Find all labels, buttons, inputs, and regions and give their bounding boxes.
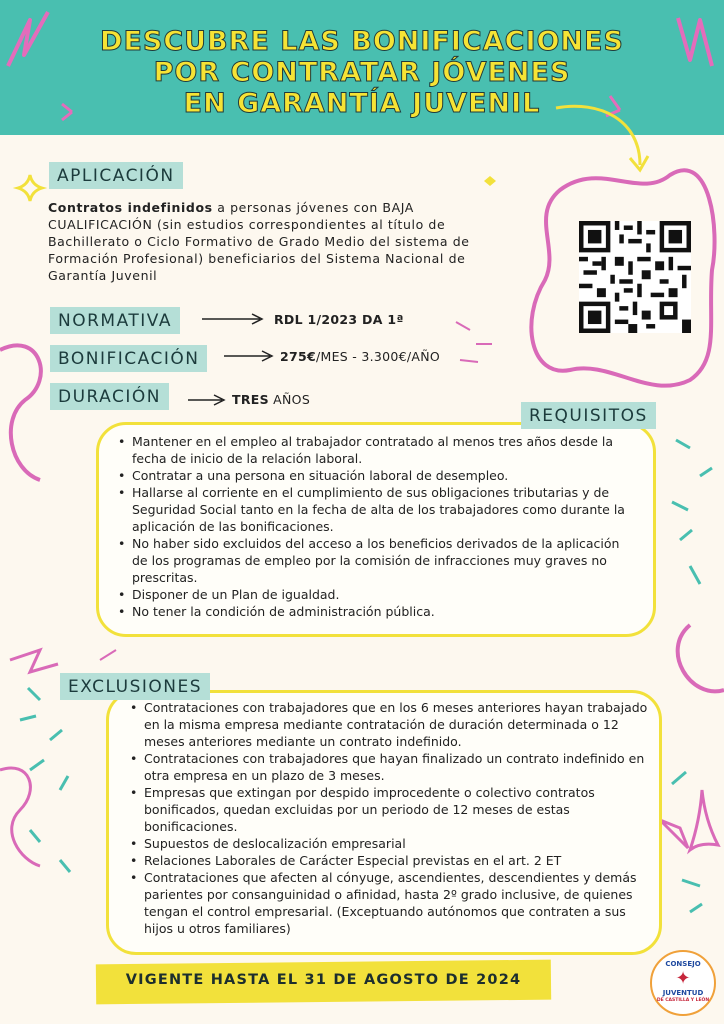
page-title [0, 26, 724, 119]
requisitos-label: REQUISITOS [521, 402, 656, 429]
logo-text [652, 960, 714, 1004]
exclusiones-item: • Contrataciones con trabajadores que hayan finalizado un contrato indefinido en otra empresa en un plazo de 3 meses. [130, 750, 652, 784]
footer-text: VIGENTE HASTA EL 31 DE AGOSTO DE 2024 [125, 972, 522, 988]
exclusiones-item: • Empresas que extingan por despido improcedente o colectivo contratos bonificados, quedan excluidas por un periodo de 12 meses de estas bonificaciones. [130, 784, 652, 835]
arrow-right-icon [222, 349, 280, 363]
title-line-1: DESCUBRE LAS BONIFICACIONES [100, 26, 624, 57]
title-line-2: POR CONTRATAR JÓVENES [153, 57, 571, 88]
bonificacion-value [280, 349, 440, 364]
bonificacion-label: BONIFICACIÓN [50, 345, 207, 372]
duracion-value [232, 392, 310, 407]
normativa-value: RDL 1/2023 DA 1ª [274, 312, 404, 327]
requisitos-item: • Disponer de un Plan de igualdad. [118, 586, 638, 603]
bonificacion-value-bold: 275€ [280, 349, 316, 364]
arrow-right-icon [200, 312, 270, 326]
aplicacion-text-bold: Contratos indefinidos [48, 200, 213, 215]
exclusiones-item: • Contrataciones con trabajadores que en los 6 meses anteriores hayan trabajado en la misma empresa mediante contratación de duración determinada o 12 meses anteriores mediante un contrato indefinido. [130, 699, 652, 750]
requisitos-item: • Mantener en el empleo al trabajador contratado al menos tres años desde la fecha de inicio de la relación laboral. [118, 433, 638, 467]
requisitos-item: • Contratar a una persona en situación laboral de desempleo. [118, 467, 638, 484]
logo-line-1: CONSEJO [665, 960, 701, 968]
aplicacion-label: APLICACIÓN [49, 162, 183, 189]
logo-mark-icon: ✦ [675, 968, 691, 989]
qr-code-icon[interactable] [579, 221, 691, 333]
duracion-value-bold: TRES [232, 392, 269, 407]
exclusiones-label: EXCLUSIONES [60, 673, 210, 700]
exclusiones-item: • Contrataciones que afecten al cónyuge, ascendientes, descendientes y demás parientes por consanguinidad o afinidad, hasta 2º grado inclusive, de quienes tengan el control empresarial. (Exceptuando autónomos que contraten a sus hijos u otros familiares) [130, 869, 652, 937]
logo-line-2: JUVENTUD [662, 989, 704, 997]
duracion-value-rest: AÑOS [268, 392, 311, 407]
requisitos-item: • No haber sido excluidos del acceso a los beneficios derivados de la aplicación de los programas de empleo por la comisión de infracciones muy graves no prescritas. [118, 535, 638, 586]
exclusiones-item: • Relaciones Laborales de Carácter Especial previstas en el art. 2 ET [130, 852, 652, 869]
exclusiones-list [130, 699, 652, 937]
aplicacion-text [48, 199, 518, 284]
requisitos-item: • Hallarse al corriente en el cumplimiento de sus obligaciones tributarias y de Seguridad Social tanto en la fecha de alta de los trabajadores como durante la aplicación de las bonificaciones. [118, 484, 638, 535]
normativa-label: NORMATIVA [50, 307, 180, 334]
requisitos-item: • No tener la condición de administración pública. [118, 603, 638, 620]
logo-line-3: DE CASTILLA Y LEÓN [656, 998, 710, 1003]
duracion-label: DURACIÓN [50, 383, 169, 410]
exclusiones-item: • Supuestos de deslocalización empresarial [130, 835, 652, 852]
title-line-3: EN GARANTÍA JUVENIL [183, 88, 541, 119]
bonificacion-value-rest: /MES - 3.300€/AÑO [316, 349, 441, 364]
aplicacion-text-rest: a personas jóvenes con BAJA CUALIFICACIÓN (sin estudios correspondientes al título de Bachillerato o Ciclo Formativo de Grado Medio del sistema de Formación Profesional) beneficiarios del Sistema Nacional de Garantía Juvenil [48, 200, 470, 283]
requisitos-list [118, 433, 638, 620]
arrow-right-icon [186, 393, 232, 407]
